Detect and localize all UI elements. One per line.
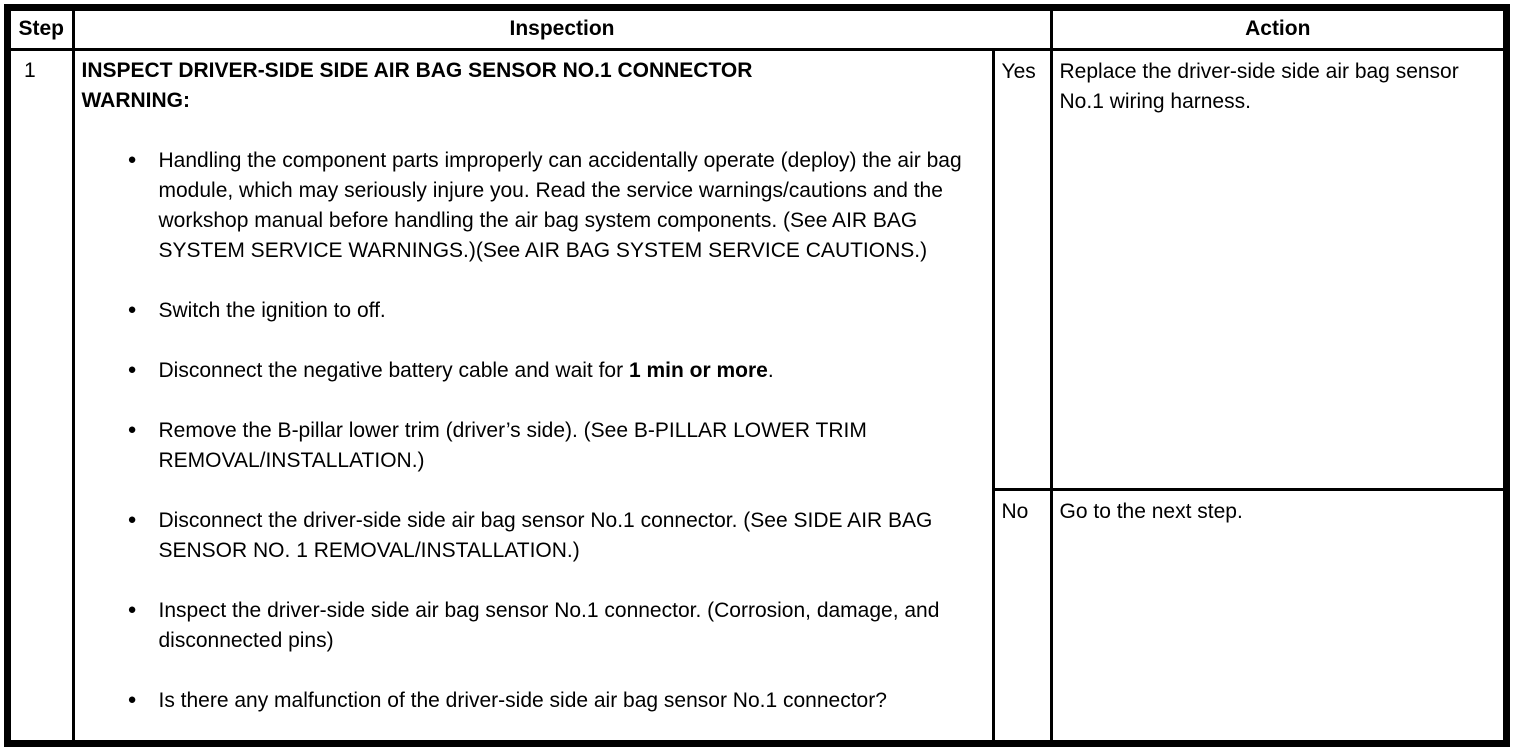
yes-action-text: Replace the driver-side side air bag sensor No.1 wiring harness. [1059,59,1459,113]
warning-label: WARNING: [81,88,190,112]
bullet-text-post: . [767,358,774,382]
inspection-table [4,4,1510,747]
inspection-bullet-list [82,146,982,716]
header-row [11,11,1503,49]
header-step: Step [11,11,73,49]
bullet-text: Remove the B-pillar lower trim (driver’s side). (See B-PILLAR LOWER TRIM REMOVAL/INSTALLATION.) [158,418,867,472]
bullet-icon: ● [127,420,137,438]
inspection-title: INSPECT DRIVER-SIDE SIDE AIR BAG SENSOR NO.1 CONNECTOR [81,58,753,82]
bullet-icon: ● [127,300,137,318]
bullet-icon: ● [127,150,137,168]
bullet-text: Is there any malfunction of the driver-side side air bag sensor No.1 connector? [158,688,887,712]
bullet-icon: ● [127,600,137,618]
yes-label: Yes [993,49,1051,489]
header-action: Action [1051,11,1503,49]
inspection-cell [73,49,993,740]
bullet-icon: ● [127,510,137,528]
bullet-text-pre: Disconnect the negative battery cable and wait for [158,358,629,382]
bullet-item-handling-warning [82,146,982,266]
bullet-item-battery-cable [82,356,982,386]
bullet-text: Inspect the driver-side side air bag sensor No.1 connector. (Corrosion, damage, and disconnected pins) [158,598,940,652]
bullet-icon: ● [127,690,137,708]
yes-branch-row [11,49,1503,489]
bullet-item-remove-trim [82,416,982,476]
yes-action-cell [1051,49,1503,489]
troubleshooting-flow-table [11,11,1503,740]
no-action-text: Go to the next step. [1059,499,1243,523]
bullet-item-disconnect-connector [82,506,982,566]
no-label: No [993,489,1051,740]
bullet-item-inspect-connector [82,596,982,656]
bullet-text: Disconnect the driver-side side air bag sensor No.1 connector. (See SIDE AIR BAG SENSOR NO. 1 REMOVAL/INSTALLATION.) [158,508,933,562]
step-number: 1 [11,49,73,740]
header-inspection: Inspection [73,11,1051,49]
bullet-icon: ● [127,360,137,378]
bullet-item-malfunction-question [82,686,982,716]
bullet-text-bold: 1 min or more [628,358,768,382]
bullet-text: Handling the component parts improperly can accidentally operate (deploy) the air bag module, which may seriously injure you. Read the service warnings/cautions and the workshop manual before handling the air bag system components. (See AIR BAG SYSTEM SERVICE WARNINGS.)(See AIR BAG SYSTEM SERVICE CAUTIONS.) [158,148,962,262]
bullet-text: Switch the ignition to off. [158,298,386,322]
no-action-cell [1051,489,1503,740]
bullet-item-ignition-off [82,296,982,326]
